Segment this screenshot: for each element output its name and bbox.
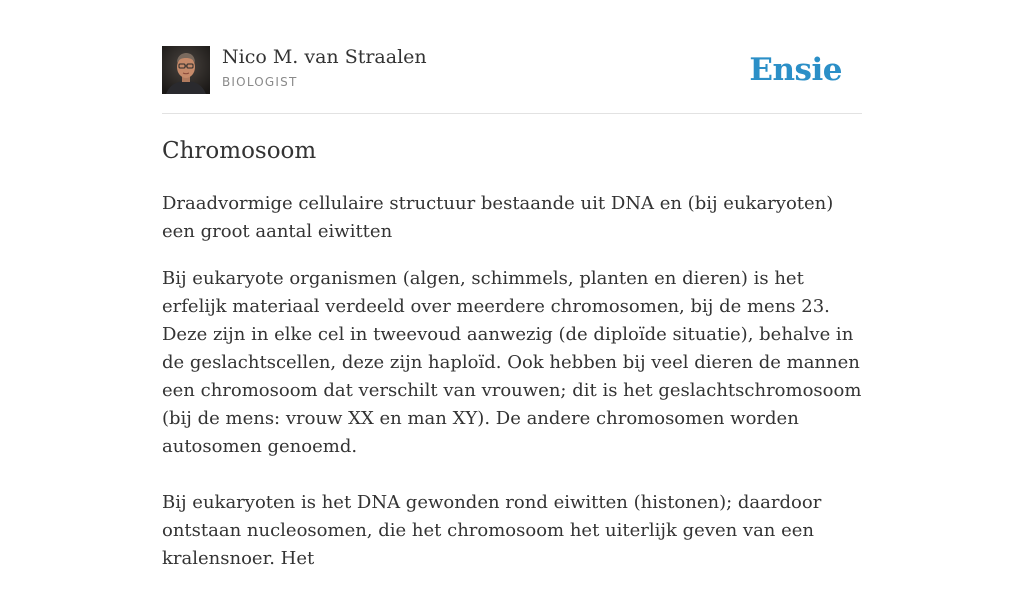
ensie-logo[interactable]: Ensie <box>749 52 842 88</box>
article-body <box>162 265 862 601</box>
author-role: BIOLOGIST <box>222 75 298 89</box>
person-portrait-icon <box>162 46 210 94</box>
page-title: Chromosoom <box>162 138 317 164</box>
article-paragraph: Bij eukaryote organismen (algen, schimmels, planten en dieren) is het erfelijk materiaal verdeeld over meerdere chromosomen, bij de mens 23. Deze zijn in elke cel in tweevoud aanwezig (de diploïde situatie), behalve in de geslachtscellen, deze zijn haploïd. Ook hebben bij veel dieren de mannen een chromosoom dat verschilt van vrouwen; dit is het geslachtschromosoom (bij de mens: vrouw XX en man XY). De andere chromosomen worden autosomen genoemd. <box>162 268 862 457</box>
article-paragraph: Bij eukaryoten is het DNA gewonden rond eiwitten (histonen); daardoor ontstaan nucleosomen, die het chromosoom het uiterlijk geven van een kralensnoer. Het <box>162 492 822 569</box>
header-divider <box>162 113 862 114</box>
author-avatar[interactable] <box>162 46 210 94</box>
page-container <box>162 0 862 569</box>
author-name[interactable]: Nico M. van Straalen <box>222 46 427 68</box>
article-summary: Draadvormige cellulaire structuur bestaande uit DNA en (bij eukaryoten) een groot aantal eiwitten <box>162 193 834 242</box>
author-header <box>162 46 862 96</box>
